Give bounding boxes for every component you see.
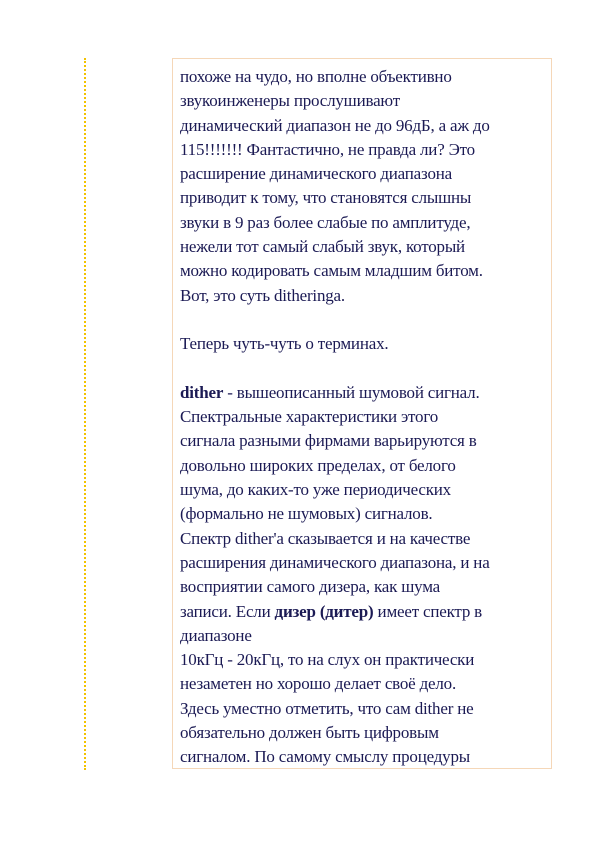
term-dizer: дизер (дитер) [274,601,374,621]
text-line: Вот, это суть ditheringa. [180,285,345,305]
text-line: 115!!!!!!! Фантастично, не правда ли? Это [180,139,475,159]
text-line: Теперь чуть-чуть о терминах. [180,334,389,354]
text-line: динамический диапазон не до 96дБ, а аж до [180,115,490,135]
paragraph-spacer [180,308,549,332]
text-line: диапазоне [180,625,252,645]
text-line: Спектральные характеристики этого [180,407,439,427]
text-line: 10кГц - 20кГц, то на слух он практически [180,650,475,670]
margin-rule [84,58,86,770]
line-start: записи. Если [180,601,275,621]
text-line: довольно широких пределах, от белого [180,455,456,475]
text-line-with-term [180,600,549,624]
text-line: (формально не шумовых) сигналов. [180,504,433,524]
term-dither: dither [180,382,224,402]
paragraph-spacer [180,357,549,381]
text-frame [172,58,552,769]
text-line: обязательно должен быть цифровым [180,723,439,743]
text-line: звуки в 9 раз более слабые по амплитуде, [180,212,471,232]
text-line: восприятии самого дизера, как шума [180,577,440,597]
line-end: имеет спектр в [373,601,483,621]
text-line: расширения динамического диапазона, и на [180,552,490,572]
text-line: шума, до каких-то уже периодических [180,480,451,500]
text-line: сигнала разными фирмами варьируются в [180,431,477,451]
definition-line [180,381,549,405]
text-line: приводит к тому, что становятся слышны [180,188,472,208]
text-line: Спектр dither'a сказывается и на качестве [180,528,471,548]
definition-text: - вышеописанный шумовой сигнал. [223,382,480,402]
text-line: сигналом. По самому смыслу процедуры [180,747,470,767]
text-line: Здесь уместно отметить, что сам dither не [180,698,474,718]
text-line: незаметен но хорошо делает своё дело. [180,674,457,694]
text-line: можно кодировать самым младшим битом. [180,261,483,281]
text-line: звукоинженеры прослушивают [180,91,400,111]
text-line: нежели тот самый слабый звук, который [180,237,465,257]
text-line: похоже на чудо, но вполне объективно [180,67,452,86]
text-line: расширение динамического диапазона [180,164,452,184]
